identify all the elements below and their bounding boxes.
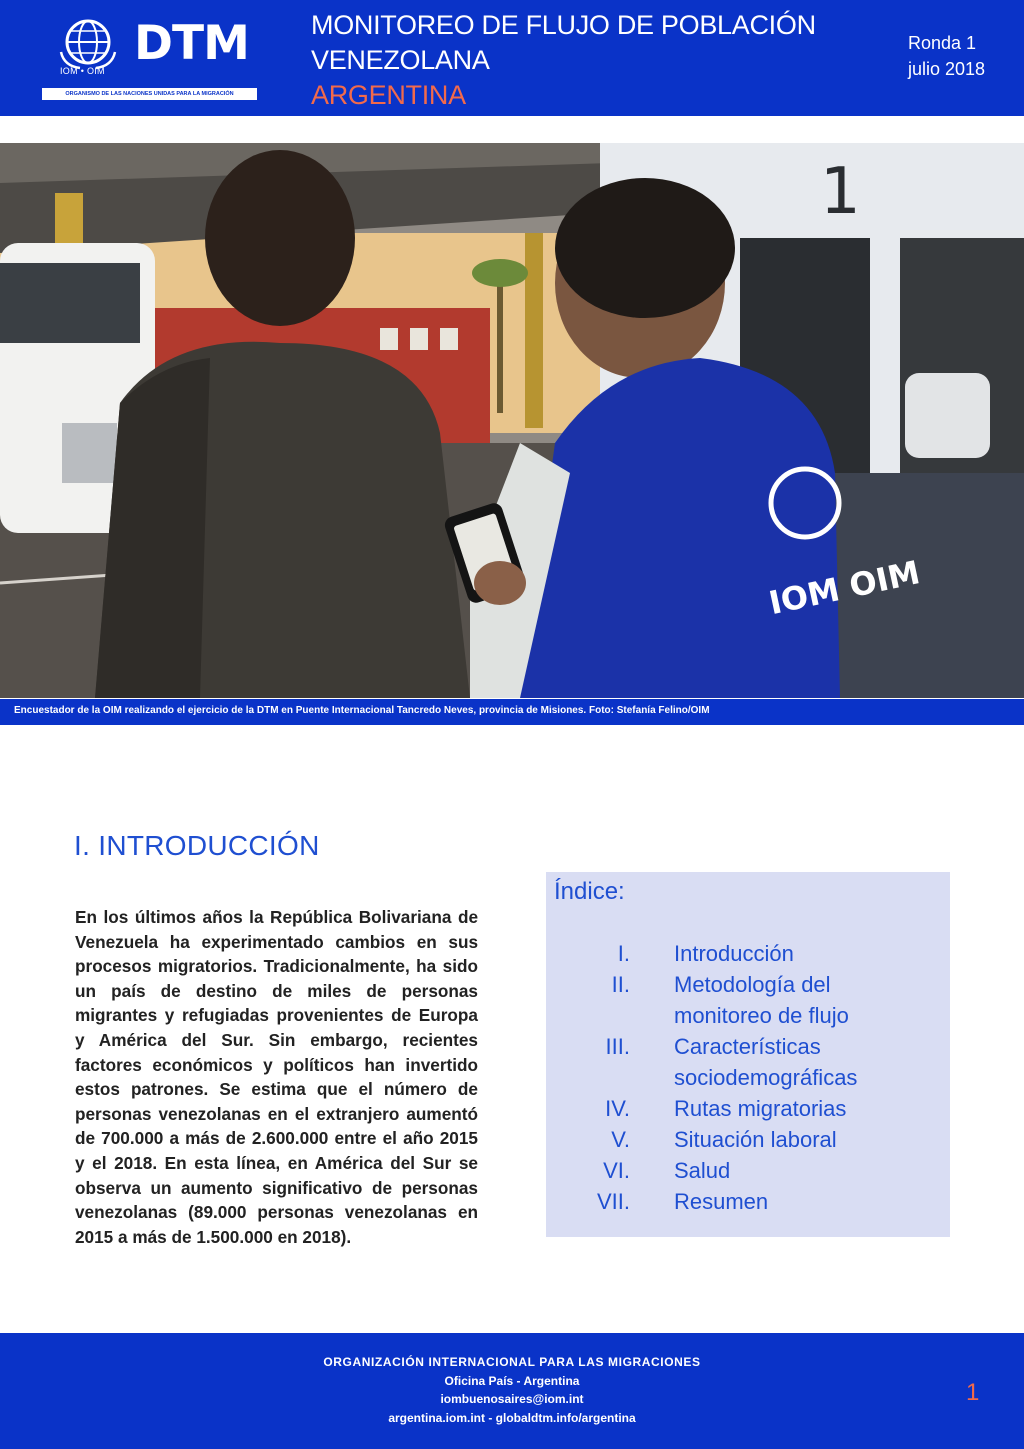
toc-item[interactable] — [546, 1186, 950, 1217]
footer-org-name: ORGANIZACIÓN INTERNACIONAL PARA LAS MIGRACIONES — [323, 1355, 701, 1369]
footer-office: Oficina País - Argentina — [444, 1373, 580, 1388]
section-heading: I. INTRODUCCIÓN — [74, 830, 320, 861]
round-info — [908, 30, 985, 82]
toc-list — [546, 938, 950, 1217]
toc-item-number: I. — [617, 941, 630, 966]
page-number: 1 — [966, 1379, 980, 1406]
toc-title: Índice: — [554, 878, 625, 905]
toc-item-label: Metodología del monitoreo de flujo — [674, 972, 849, 1028]
table-of-contents — [546, 872, 950, 1237]
toc-item-label: Características sociodemográficas — [674, 1034, 858, 1090]
vest-logo-text: IOM OIM — [765, 553, 924, 623]
toc-item-number: III. — [605, 1034, 630, 1059]
toc-item[interactable] — [546, 1124, 950, 1155]
toc-item-label: Rutas migratorias — [674, 1096, 847, 1121]
title-line-2: VENEZOLANA — [311, 45, 490, 75]
round-date: julio 2018 — [908, 59, 986, 79]
toc-item-number: VI. — [603, 1158, 630, 1183]
dtm-wordmark: DTM — [134, 16, 249, 71]
booth-number: 1 — [820, 155, 861, 229]
iom-dtm-logo — [42, 14, 258, 102]
report-title — [311, 8, 871, 113]
intro-paragraph: En los últimos años la República Bolivariana de Venezuela ha experimentado cambios en sus procesos migratorios. Tradicionalmente, ha sido un país de destino de miles de personas migrantes y refugiadas provenientes de Europa y América del Sur. Sin embargo, recientes factores económicos y políticos han invertido estos patrones. Se estima que el número de personas venezolanas en el extranjero aumentó de 700.000 a más de 2.600.000 entre el año 2015 y el 2018. En esta línea, en América del Sur se observa un aumento significativo de personas venezolanas (89.000 personas venezolanas en 2015 a más de 1.500.000 en 2018). — [75, 907, 478, 1247]
toc-item[interactable] — [546, 969, 950, 1031]
logo-org-tagline: ORGANISMO DE LAS NACIONES UNIDAS PARA LA MIGRACIÓN — [42, 88, 257, 100]
cover-photo — [0, 143, 1024, 698]
toc-item[interactable] — [546, 938, 950, 969]
toc-item-label: Resumen — [674, 1189, 769, 1214]
photo-caption: Encuestador de la OIM realizando el ejercicio de la DTM en Puente Internacional Tancredo Neves, provincia de Misiones. Foto: Stefanía Felino/OIM — [14, 705, 710, 716]
footer-email-link[interactable]: iombuenosaires@iom.int — [440, 1392, 584, 1406]
round-label: Ronda 1 — [908, 33, 977, 53]
title-country: ARGENTINA — [311, 80, 466, 110]
toc-item[interactable] — [546, 1093, 950, 1124]
toc-item-number: II. — [611, 972, 630, 997]
toc-item-label: Salud — [674, 1158, 731, 1183]
toc-item[interactable] — [546, 1155, 950, 1186]
iom-acronyms: IOM • OIM — [60, 66, 105, 76]
toc-item-number: V. — [611, 1127, 630, 1152]
toc-item-number: IV. — [605, 1096, 630, 1121]
footer-web-links[interactable]: argentina.iom.int - globaldtm.info/argentina — [388, 1410, 636, 1425]
page-footer — [0, 1333, 1024, 1449]
toc-item-label: Introducción — [674, 941, 794, 966]
toc-item[interactable] — [546, 1031, 950, 1093]
footer-contact — [0, 1353, 1024, 1427]
title-line-1: MONITOREO DE FLUJO DE POBLACIÓN — [311, 10, 816, 40]
toc-item-number: VII. — [596, 1189, 630, 1214]
photo-caption-bar — [0, 699, 1024, 725]
page-header — [0, 0, 1024, 116]
toc-item-label: Situación laboral — [674, 1127, 837, 1152]
